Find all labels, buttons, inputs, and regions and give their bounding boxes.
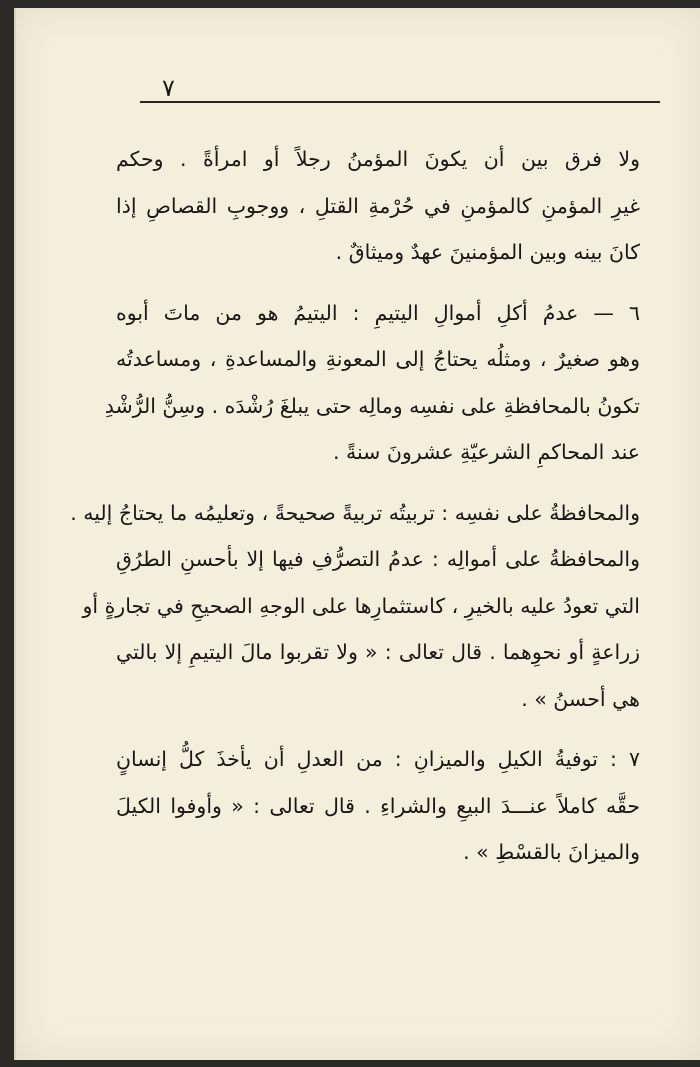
text-line: وهو صغيرٌ ، ومثلُه يحتاجُ إلى المعونةِ والمساعدةِ ، ومساعدتُه <box>116 347 640 371</box>
text-line: ٦ — عدمُ أكلِ أموالِ اليتيمِ : اليتيمُ هو من ماتَ أبوه <box>116 300 640 325</box>
header-rule <box>140 101 660 103</box>
text-line: تكونُ بالمحافظةِ على نفسِه ومالِه حتى يبلغَ رُشْدَه . وسِنُّ الرُّشْدِ <box>104 393 640 418</box>
paragraph <box>104 290 640 476</box>
text-line: والمحافظةُ على نفسِه : تربيتُه تربيةً صحيحةً ، وتعليمُه ما يحتاجُ إليه . <box>70 500 640 525</box>
text-line: ٧ : توفيةُ الكيلِ والميزانِ : من العدلِ أن يأخذَ كلُّ إنسانٍ <box>116 747 640 771</box>
page-number: ٧ <box>162 74 175 102</box>
text-line: التي تعودُ عليه بالخيرِ ، كاستثمارِها على الوجهِ الصحيحِ في تجارةٍ أو <box>82 593 640 618</box>
text-line: ولا فرق بين أن يكونَ المؤمنُ رجلاً أو امرأةً . وحكم <box>116 147 640 171</box>
book-page <box>14 8 700 1060</box>
text-line: هي أحسنُ » . <box>521 686 640 711</box>
paragraph <box>82 536 640 722</box>
paragraph <box>116 736 640 876</box>
text-line: كانَ بينه وبين المؤمنينَ عهدٌ وميثاقٌ . <box>335 240 640 264</box>
text-line: حقَّه كاملاً عنـــدَ البيعِ والشراءِ . قال تعالى : « وأوفوا الكيلَ <box>116 793 640 818</box>
text-line: والمحافظةُ على أموالِه : عدمُ التصرُّفِ فيها إلا بأحسنِ الطرُقِ <box>116 547 640 571</box>
text-line: زراعةٍ أو نحوِهما . قال تعالى : « ولا تقربوا مالَ اليتيمِ إلا بالتي <box>116 640 640 664</box>
body-text <box>70 136 640 876</box>
paragraph <box>116 136 640 276</box>
text-line: عند المحاكمِ الشرعيّةِ عشرونَ سنةً . <box>332 440 640 464</box>
paragraph <box>70 490 640 537</box>
text-line: والميزانَ بالقسْطِ » . <box>463 840 640 864</box>
text-line: غيرِ المؤمنِ كالمؤمنِ في حُرْمةِ القتلِ ، ووجوبِ القصاصِ إذا <box>116 193 640 218</box>
